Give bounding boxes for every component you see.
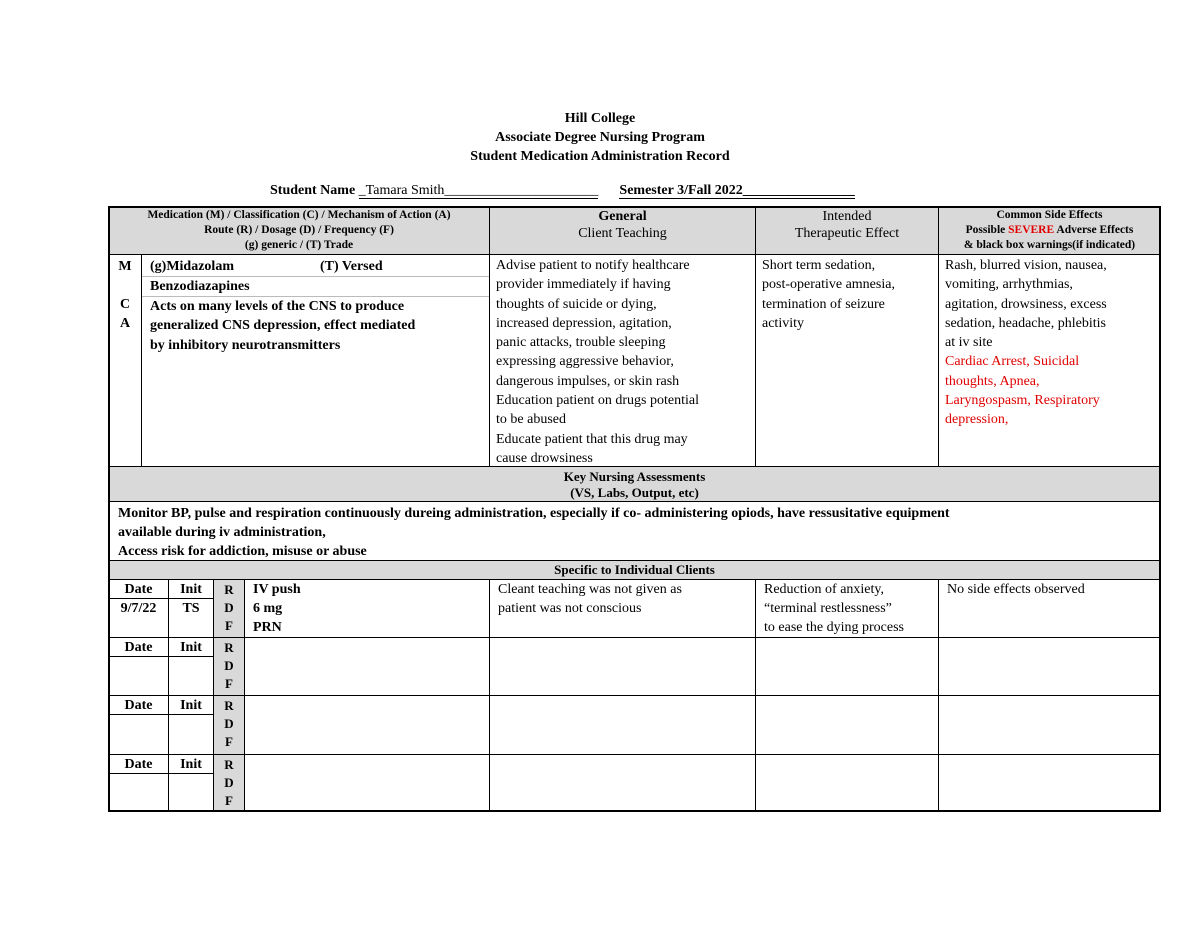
entry-side-effects-empty[interactable] xyxy=(938,754,1161,812)
entry-init-empty[interactable] xyxy=(168,714,214,755)
header-side-effects: Common Side Effects Possible SEVERE Adverse Effects & black box warnings(if indicated) xyxy=(938,206,1161,255)
rdf-labels: R D F xyxy=(213,579,245,638)
medication-cell xyxy=(141,254,490,467)
init-label: Init xyxy=(168,637,214,657)
header-teaching: General Client Teaching xyxy=(489,206,756,255)
init-label: Init xyxy=(168,754,214,774)
entry-init-empty[interactable] xyxy=(168,773,214,812)
init-label: Init xyxy=(168,579,214,599)
date-label: Date xyxy=(108,579,169,599)
student-line xyxy=(270,183,855,199)
entry-date: 9/7/22 xyxy=(108,598,169,638)
entry-teaching-empty[interactable] xyxy=(489,637,756,696)
rdf-labels: R D F xyxy=(213,695,245,755)
record-title: Student Medication Administration Record xyxy=(470,149,730,164)
entry-date-empty[interactable] xyxy=(108,773,169,812)
program-title: Associate Degree Nursing Program xyxy=(495,130,705,145)
init-label: Init xyxy=(168,695,214,715)
entry-teaching: Cleant teaching was not given as patient was not conscious xyxy=(489,579,756,638)
adverse-effects: Cardiac Arrest, Suicidal thoughts, Apnea, Laryngospasm, Respiratory depression, xyxy=(945,354,1100,428)
entry-date-empty[interactable] xyxy=(108,656,169,696)
entry-side-effects-empty[interactable] xyxy=(938,637,1161,696)
entry-administration: IV push 6 mg PRN xyxy=(244,579,490,638)
classification: Benzodiazapines xyxy=(150,279,250,294)
specific-header: Specific to Individual Clients xyxy=(108,560,1161,580)
side-effects-cell: Rash, blurred vision, nausea, vomiting, arrhythmias, agitation, drowsiness, excess sedation, headache, phlebitis at iv site Cardiac Arrest, Suicidal thoughts, Apnea, Laryngospasm, Respiratory depression, xyxy=(938,254,1161,467)
date-label: Date xyxy=(108,754,169,774)
college-title: Hill College xyxy=(564,111,636,126)
entry-administration-empty[interactable] xyxy=(244,754,490,812)
entry-therapeutic: Reduction of anxiety, “terminal restlessness” to ease the dying process xyxy=(755,579,939,638)
mca-column: M C A xyxy=(108,254,142,467)
key-assessments-header: Key Nursing Assessments (VS, Labs, Output, etc) xyxy=(108,466,1161,502)
key-assessments-text: Monitor BP, pulse and respiration continuously dureing administration, especially if co- administering opiods, have ressusitative equipment available during iv administration, Access risk for addiction, misuse or abuse xyxy=(108,501,1161,561)
generic-name: (g)Midazolam xyxy=(150,259,234,274)
rdf-labels: R D F xyxy=(213,637,245,696)
entry-date-empty[interactable] xyxy=(108,714,169,755)
date-label: Date xyxy=(108,637,169,657)
entry-side-effects-empty[interactable] xyxy=(938,695,1161,755)
entry-teaching-empty[interactable] xyxy=(489,695,756,755)
entry-therapeutic-empty[interactable] xyxy=(755,637,939,696)
header-medication: Medication (M) / Classification (C) / Mechanism of Action (A) Route (R) / Dosage (D) / Frequency (F) (g) generic / (T) Trade xyxy=(108,206,490,255)
rdf-labels: R D F xyxy=(213,754,245,812)
semester-value: Semester 3/Fall 2022________________ xyxy=(619,183,855,198)
student-name-value: _Tamara Smith______________________ xyxy=(358,183,599,198)
entry-administration-empty[interactable] xyxy=(244,637,490,696)
entry-therapeutic-empty[interactable] xyxy=(755,695,939,755)
header-therapeutic: Intended Therapeutic Effect xyxy=(755,206,939,255)
teaching-cell: Advise patient to notify healthcare provider immediately if having thoughts of suicide or dying, increased depression, agitation, panic attacks, trouble sleeping expressing aggressive behavior, dangerous impulses, or skin rash Education patient on drugs potential to be abused Educate patient that this drug may cause drowsiness xyxy=(489,254,756,467)
entry-therapeutic-empty[interactable] xyxy=(755,754,939,812)
date-label: Date xyxy=(108,695,169,715)
student-name-label: Student Name xyxy=(270,183,356,198)
entry-side-effects: No side effects observed xyxy=(938,579,1161,638)
trade-name: (T) Versed xyxy=(320,259,383,274)
entry-administration-empty[interactable] xyxy=(244,695,490,755)
mechanism: Acts on many levels of the CNS to produce generalized CNS depression, effect mediated by inhibitory neurotransmitters xyxy=(150,299,416,353)
entry-teaching-empty[interactable] xyxy=(489,754,756,812)
entry-init: TS xyxy=(168,598,214,638)
entry-init-empty[interactable] xyxy=(168,656,214,696)
therapeutic-cell: Short term sedation, post-operative amnesia, termination of seizure activity xyxy=(755,254,939,467)
